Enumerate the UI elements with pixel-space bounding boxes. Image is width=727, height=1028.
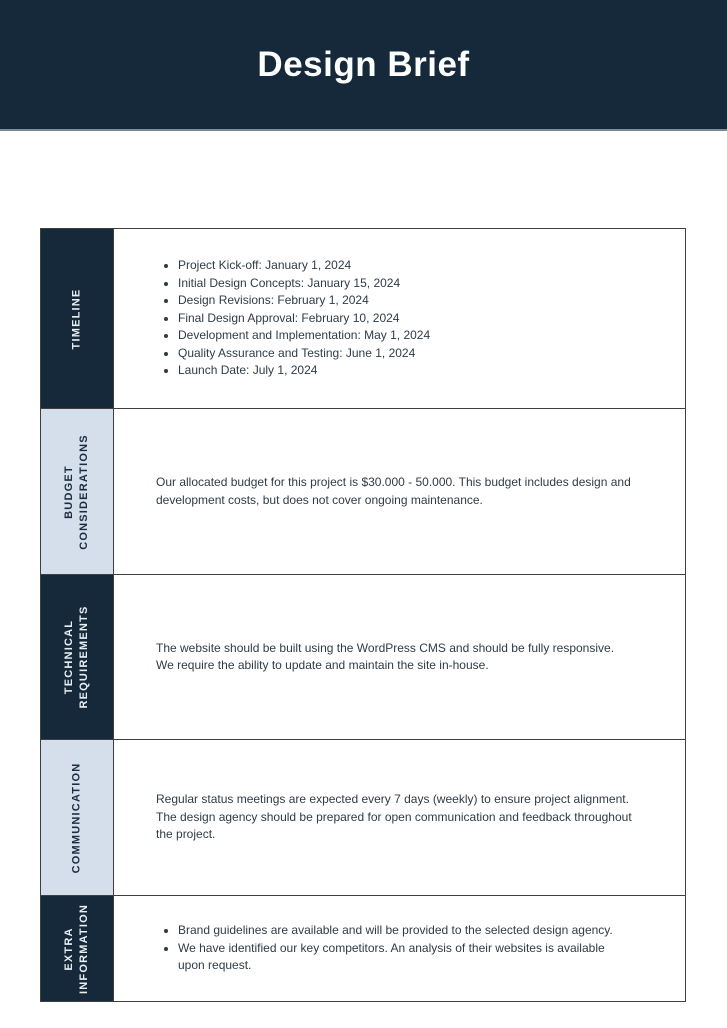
section-label-technical-requirements (41, 575, 114, 740)
section-label-extra-information (41, 896, 114, 1002)
section-content-extra-information (114, 896, 686, 1002)
section-content-timeline (114, 229, 686, 409)
section-content-budget-considerations (114, 409, 686, 575)
extra-information-item: • We have identified our key competitors. An analysis of their websites is available upon request. (178, 940, 633, 975)
section-row-extra-information (41, 896, 686, 1002)
timeline-item: • Design Revisions: February 1, 2024 (178, 292, 633, 310)
section-row-technical-requirements (41, 575, 686, 740)
section-content-technical-requirements (114, 575, 686, 740)
document-header (0, 0, 727, 131)
extra-information-list (156, 922, 633, 975)
section-label-text: BUDGET CONSIDERATIONS (63, 433, 90, 550)
communication-paragraph: Regular status meetings are expected every 7 days (weekly) to ensure project alignment. The design agency should be prepared for open communication and feedback throughout the project. (156, 792, 632, 842)
timeline-item: • Launch Date: July 1, 2024 (178, 362, 633, 380)
timeline-item: • Initial Design Concepts: January 15, 2024 (178, 275, 633, 293)
extra-information-item: • Brand guidelines are available and will be provided to the selected design agency. (178, 922, 633, 940)
section-label-text: EXTRA INFORMATION (63, 903, 90, 994)
section-row-budget-considerations (41, 409, 686, 575)
section-label-text: COMMUNICATION (70, 762, 83, 873)
section-content-communication (114, 740, 686, 896)
section-label-communication (41, 740, 114, 896)
timeline-item: • Development and Implementation: May 1, 2024 (178, 327, 633, 345)
timeline-list (156, 257, 633, 380)
section-label-text: TIMELINE (70, 288, 83, 349)
design-brief-table (40, 228, 686, 1002)
section-row-communication (41, 740, 686, 896)
section-label-text: TECHNICAL REQUIREMENTS (63, 605, 90, 709)
technical-paragraph: The website should be built using the WordPress CMS and should be fully responsive. We require the ability to update and maintain the site in-house. (156, 640, 615, 672)
timeline-item: • Quality Assurance and Testing: June 1, 2024 (178, 345, 633, 363)
section-label-timeline (41, 229, 114, 409)
section-label-budget-considerations (41, 409, 114, 575)
budget-paragraph: Our allocated budget for this project is $30.000 - 50.000. This budget includes design and development costs, but does not cover ongoing maintenance. (156, 475, 631, 507)
timeline-item: • Project Kick-off: January 1, 2024 (178, 257, 633, 275)
section-row-timeline (41, 229, 686, 409)
page-title: Design Brief (257, 44, 470, 84)
timeline-item: • Final Design Approval: February 10, 2024 (178, 310, 633, 328)
